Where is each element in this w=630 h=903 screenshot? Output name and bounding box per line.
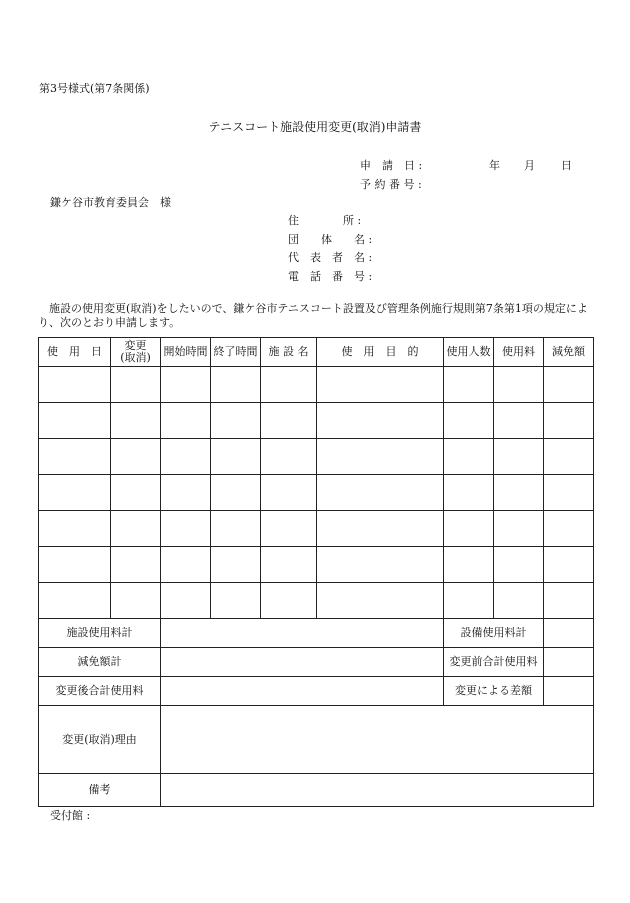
cell-end-time[interactable] — [211, 439, 261, 475]
cell-use-date[interactable] — [39, 475, 111, 511]
cell-purpose[interactable] — [317, 367, 444, 403]
after-change-total-label: 変更後合計使用料 — [39, 677, 161, 706]
table-row — [39, 439, 594, 475]
cell-fee[interactable] — [494, 475, 544, 511]
cell-reduction[interactable] — [544, 367, 594, 403]
cell-purpose[interactable] — [317, 403, 444, 439]
cell-use-date[interactable] — [39, 547, 111, 583]
table-row — [39, 547, 594, 583]
cell-use-date[interactable] — [39, 367, 111, 403]
header-fee: 使用料 — [494, 338, 544, 367]
cell-num-users[interactable] — [444, 439, 494, 475]
difference-label: 変更による差額 — [444, 677, 544, 706]
cell-num-users[interactable] — [444, 367, 494, 403]
cell-purpose[interactable] — [317, 547, 444, 583]
cell-facility-name[interactable] — [261, 403, 317, 439]
cell-start-time[interactable] — [161, 511, 211, 547]
day-label: 日 — [561, 159, 572, 172]
after-change-total-value[interactable] — [161, 677, 444, 706]
table-header-row — [39, 338, 594, 367]
header-reduction: 減免額 — [544, 338, 594, 367]
cell-fee[interactable] — [494, 547, 544, 583]
cell-end-time[interactable] — [211, 547, 261, 583]
cell-fee[interactable] — [494, 367, 544, 403]
table-row — [39, 403, 594, 439]
group-name-label: 団 体 名 : — [288, 233, 373, 246]
cell-num-users[interactable] — [444, 511, 494, 547]
cell-start-time[interactable] — [161, 439, 211, 475]
cell-change[interactable] — [111, 583, 161, 619]
cell-change[interactable] — [111, 511, 161, 547]
cell-reduction[interactable] — [544, 475, 594, 511]
header-start-time: 開始時間 — [161, 338, 211, 367]
cell-num-users[interactable] — [444, 583, 494, 619]
representative-label: 代 表 者 名 : — [288, 251, 373, 264]
application-statement: 施設の使用変更(取消)をしたいので、鎌ケ谷市テニスコート設置及び管理条例施行規則第7条第1項の規定により、次のとおり申請します。 — [38, 302, 588, 329]
remarks-label: 備考 — [39, 774, 161, 807]
cell-purpose[interactable] — [317, 511, 444, 547]
remarks-row — [39, 774, 594, 807]
cell-end-time[interactable] — [211, 367, 261, 403]
cell-num-users[interactable] — [444, 403, 494, 439]
reduction-total-label: 減免額計 — [39, 648, 161, 677]
document-title: テニスコート施設使用変更(取消)申請書 — [208, 120, 422, 134]
cell-start-time[interactable] — [161, 475, 211, 511]
table-row — [39, 511, 594, 547]
table-row — [39, 583, 594, 619]
application-date-label: 申 請 日 : — [360, 159, 423, 172]
before-change-total-label: 変更前合計使用料 — [444, 648, 544, 677]
cell-purpose[interactable] — [317, 439, 444, 475]
reason-label: 変更(取消)理由 — [39, 706, 161, 774]
cell-reduction[interactable] — [544, 547, 594, 583]
header-use-date: 使 用 日 — [39, 338, 111, 367]
cell-reduction[interactable] — [544, 511, 594, 547]
table-row — [39, 475, 594, 511]
cell-change[interactable] — [111, 367, 161, 403]
cell-use-date[interactable] — [39, 439, 111, 475]
summary-row — [39, 677, 594, 706]
cell-use-date[interactable] — [39, 583, 111, 619]
cell-change[interactable] — [111, 403, 161, 439]
cell-use-date[interactable] — [39, 511, 111, 547]
addressee: 鎌ケ谷市教育委員会 様 — [50, 196, 171, 209]
cell-end-time[interactable] — [211, 511, 261, 547]
header-num-users: 使用人数 — [444, 338, 494, 367]
difference-value[interactable] — [544, 677, 594, 706]
cell-facility-name[interactable] — [261, 475, 317, 511]
header-facility-name: 施 設 名 — [261, 338, 317, 367]
cell-fee[interactable] — [494, 511, 544, 547]
cell-fee[interactable] — [494, 439, 544, 475]
reservation-number-label: 予 約 番 号 : — [360, 178, 422, 191]
remarks-value[interactable] — [161, 774, 594, 807]
cell-facility-name[interactable] — [261, 547, 317, 583]
cell-reduction[interactable] — [544, 439, 594, 475]
cell-start-time[interactable] — [161, 583, 211, 619]
cell-use-date[interactable] — [39, 403, 111, 439]
reason-row — [39, 706, 594, 774]
header-change: 変更 (取消) — [111, 338, 161, 367]
facility-fee-total-label: 施設使用料計 — [39, 619, 161, 648]
cell-num-users[interactable] — [444, 547, 494, 583]
cell-end-time[interactable] — [211, 475, 261, 511]
cell-facility-name[interactable] — [261, 367, 317, 403]
phone-label: 電 話 番 号 : — [288, 270, 373, 283]
form-number: 第3号様式(第7条関係) — [39, 82, 150, 95]
cell-num-users[interactable] — [444, 475, 494, 511]
facility-fee-total-value[interactable] — [161, 619, 444, 648]
equipment-fee-total-value[interactable] — [544, 619, 594, 648]
cell-fee[interactable] — [494, 583, 544, 619]
reason-value[interactable] — [161, 706, 594, 774]
cell-end-time[interactable] — [211, 583, 261, 619]
cell-reduction[interactable] — [544, 403, 594, 439]
summary-row — [39, 619, 594, 648]
summary-row — [39, 648, 594, 677]
receipt-facility-label: 受付館 : — [50, 809, 91, 822]
cell-purpose[interactable] — [317, 475, 444, 511]
cell-change[interactable] — [111, 475, 161, 511]
cell-start-time[interactable] — [161, 547, 211, 583]
cell-start-time[interactable] — [161, 403, 211, 439]
equipment-fee-total-label: 設備使用料計 — [444, 619, 544, 648]
cell-facility-name[interactable] — [261, 583, 317, 619]
cell-reduction[interactable] — [544, 583, 594, 619]
cell-change[interactable] — [111, 547, 161, 583]
table-row — [39, 367, 594, 403]
header-end-time: 終了時間 — [211, 338, 261, 367]
before-change-total-value[interactable] — [544, 648, 594, 677]
cell-purpose[interactable] — [317, 583, 444, 619]
cell-fee[interactable] — [494, 403, 544, 439]
address-label: 住 所 : — [288, 214, 362, 227]
cell-facility-name[interactable] — [261, 439, 317, 475]
header-purpose: 使 用 目 的 — [317, 338, 444, 367]
cell-change[interactable] — [111, 439, 161, 475]
year-label: 年 — [489, 159, 500, 172]
reduction-total-value[interactable] — [161, 648, 444, 677]
month-label: 月 — [524, 159, 535, 172]
cell-end-time[interactable] — [211, 403, 261, 439]
usage-table — [38, 337, 594, 807]
cell-facility-name[interactable] — [261, 511, 317, 547]
cell-start-time[interactable] — [161, 367, 211, 403]
